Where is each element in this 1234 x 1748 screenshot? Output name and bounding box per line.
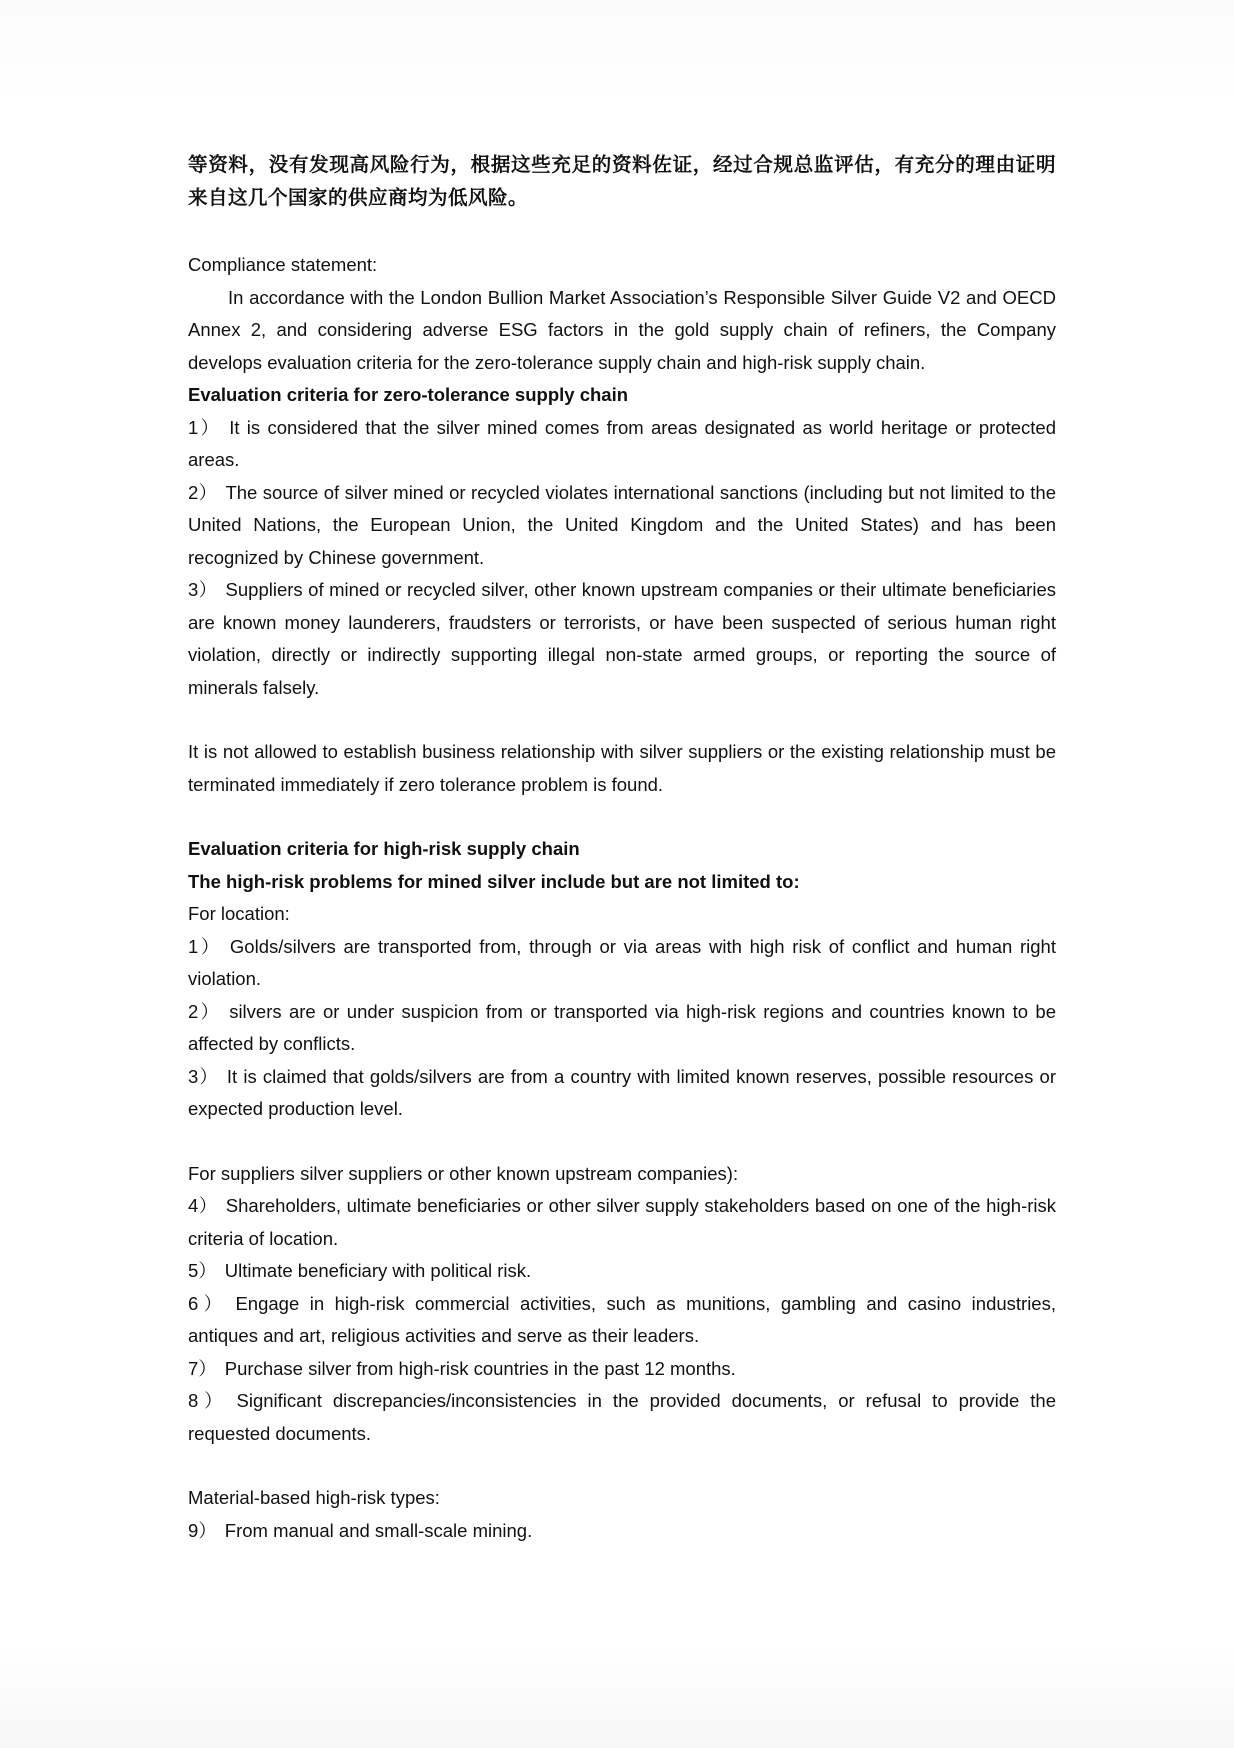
item-text: Ultimate beneficiary with political risk. xyxy=(224,1260,532,1281)
item-number: 3） xyxy=(188,1065,219,1087)
item-number: 1） xyxy=(188,935,222,957)
item-text: Golds/silvers are transported from, through or via areas with high risk of conflict and human right violation. xyxy=(188,935,1056,989)
document-body xyxy=(188,148,1056,1547)
location-label: For location: xyxy=(188,903,290,924)
item-text: Significant discrepancies/inconsistencies in the provided documents, or refusal to provide the requested documents. xyxy=(188,1390,1056,1444)
item-number: 4） xyxy=(188,1195,218,1216)
item-number: 3） xyxy=(188,579,218,600)
item-text: Purchase silver from high-risk countries in the past 12 months. xyxy=(224,1357,736,1379)
item-number: 9） xyxy=(188,1519,217,1541)
item-text: Engage in high-risk commercial activities, such as munitions, gambling and casino industries, antiques and art, religious activities and serve as their leaders. xyxy=(188,1292,1056,1346)
spacer xyxy=(188,704,1056,736)
item-number: 6） xyxy=(188,1292,228,1314)
zero-tolerance-item xyxy=(188,477,1056,575)
item-text: The source of silver mined or recycled violates international sanctions (including but not limited to the United Nations, the European Union, the United Kingdom and the United States) and has been recognized by Chinese government. xyxy=(188,481,1056,568)
zero-tolerance-note: It is not allowed to establish business relationship with silver suppliers or the existing relationship must be terminated immediately if zero tolerance problem is found. xyxy=(188,741,1056,795)
supplier-item xyxy=(188,1255,1056,1288)
supplier-item xyxy=(188,1288,1056,1353)
item-number: 1） xyxy=(188,416,222,438)
spacer xyxy=(188,801,1056,833)
spacer xyxy=(188,1126,1056,1158)
location-item xyxy=(188,1061,1056,1126)
item-number: 8） xyxy=(188,1390,229,1411)
item-number: 2） xyxy=(188,481,218,503)
item-number: 5） xyxy=(188,1260,217,1281)
item-text: silvers are or under suspicion from or transported via high-risk regions and countries known to be affected by conflicts. xyxy=(188,1000,1056,1054)
item-text: Shareholders, ultimate beneficiaries or other silver supply stakeholders based on one of the high-risk criteria of location. xyxy=(188,1195,1056,1249)
item-text: It is claimed that golds/silvers are from a country with limited known reserves, possible resources or expected production level. xyxy=(188,1065,1056,1119)
item-text: From manual and small-scale mining. xyxy=(224,1519,533,1541)
zero-tolerance-heading: Evaluation criteria for zero-tolerance supply chain xyxy=(188,384,629,405)
item-text: It is considered that the silver mined comes from areas designated as world heritage or protected areas. xyxy=(188,416,1056,470)
location-item xyxy=(188,931,1056,996)
supplier-item xyxy=(188,1353,1056,1386)
supplier-item xyxy=(188,1385,1056,1450)
material-label: Material-based high-risk types: xyxy=(188,1487,440,1508)
location-item xyxy=(188,996,1056,1061)
suppliers-label: For suppliers silver suppliers or other known upstream companies): xyxy=(188,1162,739,1184)
zero-tolerance-item xyxy=(188,412,1056,477)
high-risk-subheading: The high-risk problems for mined silver include but are not limited to: xyxy=(188,870,800,892)
spacer xyxy=(188,1450,1056,1482)
supplier-item xyxy=(188,1190,1056,1255)
compliance-heading: Compliance statement: xyxy=(188,254,378,275)
compliance-paragraph: In accordance with the London Bullion Market Association’s Responsible Silver Guide V2 and OECD Annex 2, and considering adverse ESG factors in the gold supply chain of refiners, the Company develops evaluation criteria for the zero-tolerance supply chain and high-risk supply chain. xyxy=(188,286,1056,373)
item-text: Suppliers of mined or recycled silver, other known upstream companies or their ultimate beneficiaries are known money launderers, fraudsters or terrorists, or have been suspected of serious human right violation, directly or indirectly supporting illegal non-state armed groups, or reporting the source of minerals falsely. xyxy=(188,579,1056,698)
item-number: 2） xyxy=(188,1000,222,1022)
high-risk-heading: Evaluation criteria for high-risk supply chain xyxy=(188,838,580,859)
zero-tolerance-item xyxy=(188,574,1056,704)
item-number: 7） xyxy=(188,1357,217,1379)
chinese-intro-paragraph: 等资料，没有发现高风险行为，根据这些充足的资料佐证，经过合规总监评估，有充分的理由证明来自这几个国家的供应商均为低风险。 xyxy=(188,153,1056,209)
material-item xyxy=(188,1515,1056,1548)
